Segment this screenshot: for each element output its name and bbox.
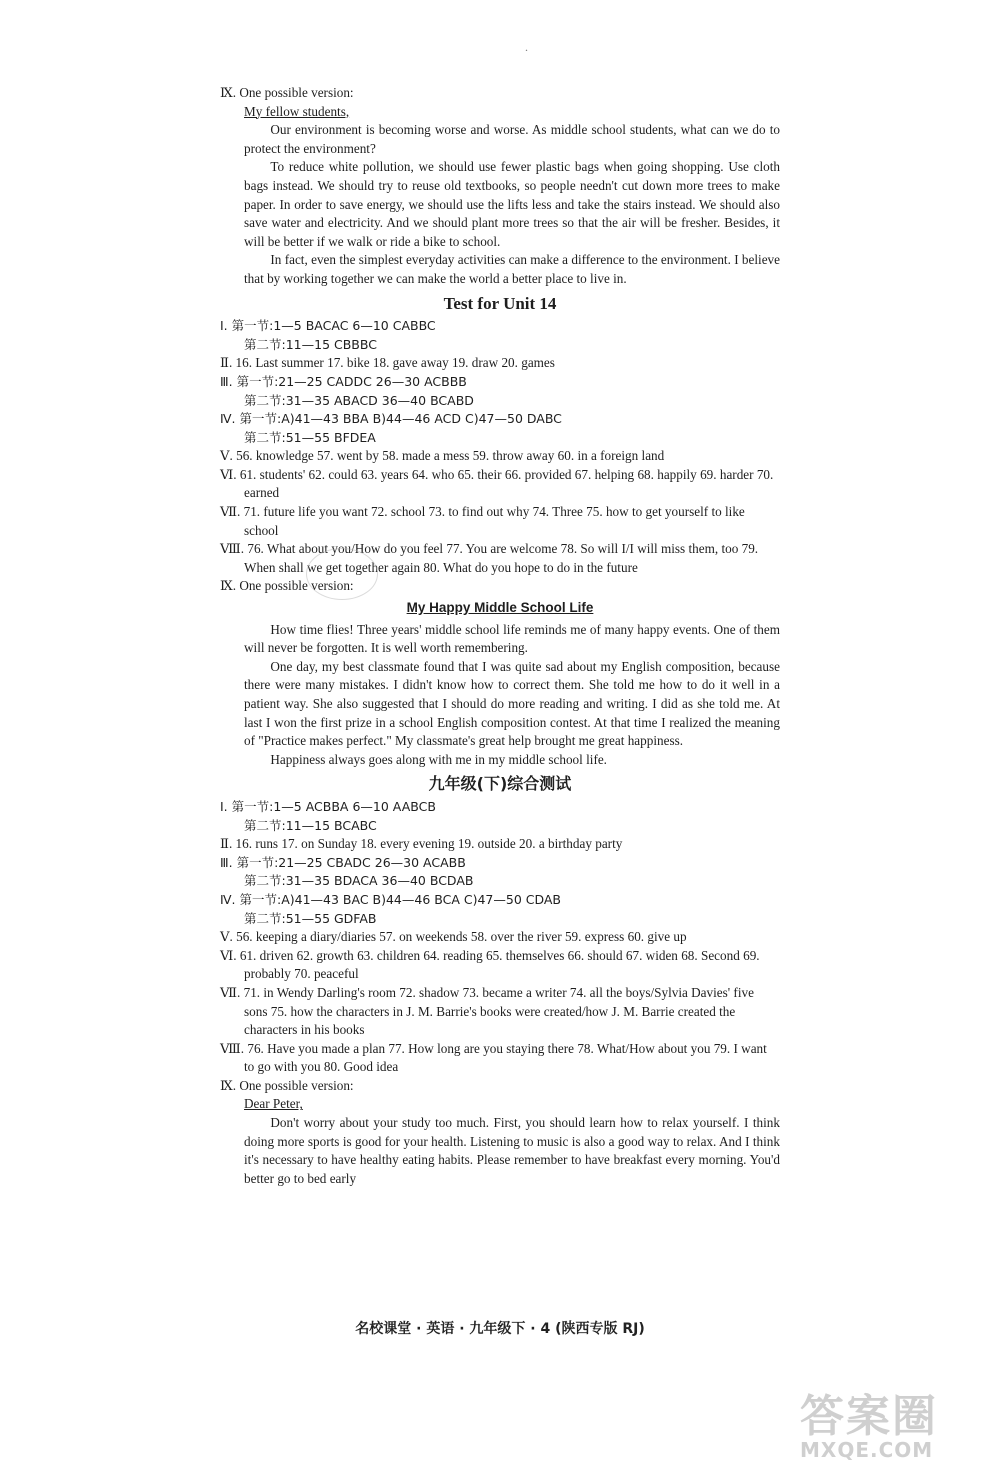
- page-footer: 名校课堂 · 英语 · 九年级下 · 4 (陕西专版 RJ): [355, 1321, 645, 1337]
- letter-body: Don't worry about your study too much. First, you should learn how to relax yourself. I think doing more sports is good for your health. Listening to music is also a good way to relax. And I think it's necessary to have healthy eating habits. Please remember to have breakfast every morning. You'd better go to bed early: [244, 1115, 780, 1186]
- letter-salutation: Dear Peter,: [244, 1096, 303, 1112]
- essay-paragraph: Our environment is becoming worse and worse. As middle school students, what can we do to protect the environment?: [244, 122, 780, 156]
- essay-paragraph: How time flies! Three years' middle school life reminds me of many happy events. One of them will never be forgotten. It is well worth remembering.: [244, 621, 780, 656]
- watermark-logo: [800, 1380, 990, 1470]
- comprehensive-test-title: 九年级(下)综合测试: [428, 774, 572, 794]
- answer-line: 第二节:51—55 BFDEA: [244, 429, 376, 445]
- answer-line: Ⅰ. 第一节:1—5 BACAC 6—10 CABBC: [220, 318, 436, 334]
- watermark-text: 答案圈: [800, 1391, 938, 1442]
- answer-line: Ⅷ. 76. What about you/How do you feel 77. You are welcome 78. So will I/I will miss them, too 79. When shall we get together again 80. What do you hope to do in the future: [220, 541, 759, 575]
- answer-line: Ⅲ. 第一节:21—25 CADDC 26—30 ACBBB: [220, 373, 467, 389]
- section-ix-label: Ⅸ. One possible version:: [220, 85, 354, 100]
- answer-line: Ⅱ. 16. Last summer 17. bike 18. gave away 19. draw 20. games: [220, 355, 555, 371]
- answer-line: Ⅴ. 56. keeping a diary/diaries 57. on weekends 58. over the river 59. express 60. give up: [220, 929, 687, 945]
- answer-line: Ⅳ. 第一节:A)41—43 BBA B)44—46 ACD C)47—50 DABC: [220, 411, 562, 427]
- essay-paragraph: Happiness always goes along with me in my middle school life.: [270, 751, 607, 767]
- answer-line: Ⅲ. 第一节:21—25 CBADC 26—30 ACABB: [220, 854, 466, 870]
- answer-line: Ⅵ. 61. students' 62. could 63. years 64. who 65. their 66. provided 67. helping 68. happily 69. harder 70. earned: [220, 466, 774, 501]
- answer-line: 第二节:11—15 CBBBC: [244, 336, 377, 352]
- unit14-title: Test for Unit 14: [443, 293, 557, 313]
- letter-salutation: My fellow students,: [244, 103, 350, 119]
- faint-stamp-mark: [306, 548, 378, 600]
- answer-line: Ⅸ. One possible version:: [220, 1077, 354, 1093]
- page-dot-mark: .: [525, 40, 528, 54]
- answer-line: Ⅴ. 56. knowledge 57. went by 58. made a mess 59. throw away 60. in a foreign land: [220, 448, 665, 464]
- answer-line: Ⅸ. One possible version:: [220, 578, 354, 594]
- essay-paragraph: In fact, even the simplest everyday activities can make a difference to the environment. I believe that by working together we can make the world a better place to live in.: [244, 252, 780, 286]
- answer-line: Ⅳ. 第一节:A)41—43 BAC B)44—46 BCA C)47—50 CDAB: [220, 891, 562, 907]
- essay-paragraph: One day, my best classmate found that I was quite sad about my English composition, because there were many mistakes. I didn't know how to correct them. She told me how to do it well in a patient way. She also suggested that I should do more reading and writing. I did as she told me. At last I won the first prize in a school English composition contest. At that time I realized the meaning of "Practice makes perfect." My classmate's great help brought me great happiness.: [244, 658, 780, 749]
- answer-page: [220, 84, 780, 1188]
- essay-paragraph: To reduce white pollution, we should use fewer plastic bags when going shopping. Use cloth bags instead. We should try to reuse old textbooks, so people needn't cut down more trees to make paper. In order to save energy, we should use the lifts less and take the stairs instead. We should also save water and electricity. And we should plant more trees so that the air will be fresher. Besides, it will be better if we walk or ride a bike to school.: [244, 159, 780, 249]
- answer-line: 第二节:51—55 GDFAB: [244, 910, 377, 926]
- essay-title: My Happy Middle School Life: [406, 600, 594, 616]
- answer-line: 第二节:31—35 BDACA 36—40 BCDAB: [244, 873, 474, 889]
- answer-line: Ⅶ. 71. in Wendy Darling's room 72. shadow 73. became a writer 74. all the boys/Sylvia Davies' five sons 75. how the characters in J. M. Barrie's books were created/how J. M. Barrie created the characters in his books: [220, 984, 754, 1038]
- answer-line: Ⅰ. 第一节:1—5 ACBBA 6—10 AABCB: [220, 798, 436, 814]
- answer-line: 第二节:31—35 ABACD 36—40 BCABD: [244, 392, 474, 408]
- answer-line: Ⅷ. 76. Have you made a plan 77. How long are you staying there 78. What/How about you 79. I want to go with you 80. Good idea: [220, 1040, 767, 1075]
- answer-line: Ⅱ. 16. runs 17. on Sunday 18. every evening 19. outside 20. a birthday party: [220, 836, 623, 852]
- answer-line: Ⅵ. 61. driven 62. growth 63. children 64. reading 65. themselves 66. should 67. widen 68. Second 69. probably 70. peaceful: [220, 947, 760, 982]
- answer-line: Ⅶ. 71. future life you want 72. school 73. to find out why 74. Three 75. how to get yourself to like school: [220, 504, 745, 538]
- watermark-url: MXQE.COM: [800, 1438, 934, 1462]
- answer-line: 第二节:11—15 BCABC: [244, 817, 377, 833]
